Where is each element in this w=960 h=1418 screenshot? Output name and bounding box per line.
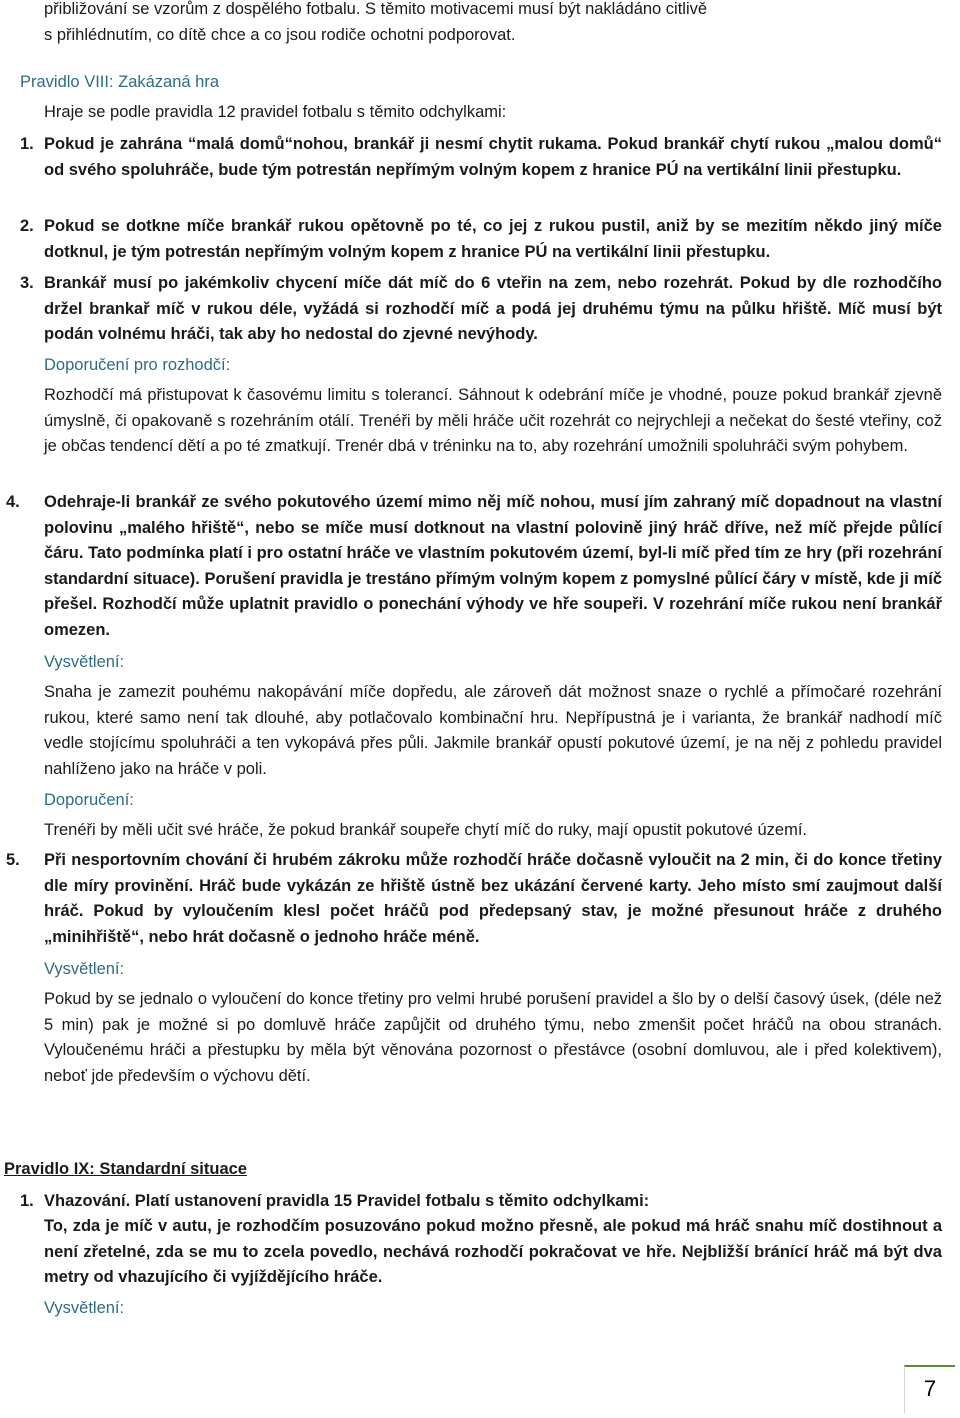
rule8-item-3-note-label: Doporučení pro rozhodčí: [44,356,231,374]
intro-line-2: s přihlédnutím, co dítě chce a co jsou rodiče ochotni podporovat. [44,25,516,44]
rule8-item-2-text: Pokud se dotkne míče brankář rukou opětovně po té, co jej z rukou pustil, aniž by se mezitím někdo jiný míče dotknul, je tým potrestán nepřímým volným kopem z hranice PÚ na vertikální linii přestupku. [44,217,942,261]
rule8-item-4-number: 4. [6,493,20,511]
rule8-item-3-note-text: Rozhodčí má přistupovat k časovému limitu s tolerancí. Sáhnout k odebrání míče je vhodné, pouze pokud brankář zjevně úmyslně, či opakovaně s rozehráním otálí. Trenéři by měli hráče učit rozehrát co nejrychleji a nečekat do šesté vteřiny, což je občas tendencí dětí a po té zmatkují. Trenér dbá v tréninku na to, aby rozehrání umožnili spoluhráči svým pohybem. [44,386,942,455]
rule8-item-5-explanation-text: Pokud by se jednalo o vyloučení do konce třetiny pro velmi hrubé porušení pravidel a šlo by o delší časový úsek, (déle než 5 min) pak je možné si po domluvě hráče zapůjčit od druhého týmu, nebo zmenšit počet hráčů na obou stranách. Vyloučenému hráči a přestupku by měla být věnována pozornost o přestávce (osobní domluvou, ale i před kolektivem), neboť jde především o výchovu dětí. [44,990,942,1085]
rule8-item-5-text: Při nesportovním chování či hrubém zákroku může rozhodčí hráče dočasně vyloučit na 2 min, či do konce třetiny dle míry provinění. Hráč bude vykázán ze hřiště ústně bez ukázání červené karty. Jeho místo smí zaujmout další hráč. Pokud by vyloučením klesl počet hráčů pod předepsaný stav, je možné přesunout hráče z druhého „minihřiště“, nebo hrát dočasně o jednoho hráče méně. [44,851,942,946]
rule9-explanation-label: Vysvětlení: [44,1299,125,1317]
rule8-item-4-recommendation-text: Trenéři by měli učit své hráče, že pokud brankář soupeře chytí míč do ruky, mají opustit pokutové území. [44,821,808,839]
rule8-item-4-explanation-label: Vysvětlení: [44,653,125,671]
rule8-item-2-number: 2. [20,217,34,235]
intro-line-1: přibližování se vzorům z dospělého fotbalu. S těmito motivacemi musí být nakládáno citlivě [44,0,708,18]
rule8-item-5-explanation-label: Vysvětlení: [44,960,125,978]
rule8-item-3-number: 3. [20,274,34,292]
rule9-item-1-number: 1. [20,1192,34,1210]
rule8-item-1-number: 1. [20,135,34,153]
rule8-subtitle: Hraje se podle pravidla 12 pravidel fotbalu s těmito odchylkami: [44,103,507,121]
rule9-title: Pravidlo IX: Standardní situace [4,1160,247,1178]
rule8-item-4-explanation-text: Snaha je zamezit pouhému nakopávání míče dopředu, ale zároveň dát možnost snaze o rychlé a přímočaré rozehrání rukou, které samo není tak dlouhé, aby potlačovalo kombinační hru. Nepřípustná je i varianta, že brankář nadhodí míč vedle stojícímu spoluhráči a ten vykopává přes půli. Jakmile brankář opustí pokutové území, je na něj z pohledu pravidel nahlíženo jako na hráče v poli. [44,683,942,778]
rule8-item-5-number: 5. [6,851,20,869]
rule8-item-1-text: Pokud je zahrána “malá domů“nohou, brankář ji nesmí chytit rukama. Pokud brankář chytí rukou „malou domů“ od svého spoluhráče, bude tým potrestán nepřímým volným kopem z hranice PÚ na vertikální linii přestupku. [44,135,942,179]
rule9-item-1-heading: Vhazování. Platí ustanovení pravidla 15 Pravidel fotbalu s těmito odchylkami: [44,1192,650,1210]
rule8-item-3-text: Brankář musí po jakémkoliv chycení míče dát míč do 6 vteřin na zem, nebo rozehrát. Pokud by dle rozhodčího držel brankař míč v rukou déle, vyžádá si rozhodčí míč a podá jej druhému týmu na půlku hřiště. Míč musí být podán volnému hráči, tak aby ho nedostal do zjevné nevýhody. [44,274,942,343]
rule9-item-1-text: To, zda je míč v autu, je rozhodčím posuzováno pokud možno přesně, ale pokud má hráč snahu míč dostihnout a není zřetelné, zda se mu to zcela povedlo, nechává rozhodčí pokračovat ve hře. Nejbližší bránící hráč má být dva metry od vhazujícího či vyjíždějícího hráče. [44,1217,942,1286]
intro-paragraph [44,0,942,48]
rule8-title: Pravidlo VIII: Zakázaná hra [20,73,220,91]
rule8-item-4-text: Odehraje-li brankář ze svého pokutového území mimo něj míč nohou, musí jím zahraný míč dopadnout na vlastní polovinu „malého hřiště“, nebo se míče musí dotknout na vlastní polovině jiný hráč dříve, než míč přejde půlící čáru. Tato podmínka platí i pro ostatní hráče ve vlastním pokutovém území, byl-li míč před tím ze hry (při rozehrání standardní situace). Porušení pravidla je trestáno přímým volným kopem z pomyslné půlící čáry v místě, kde ji míč přešel. Rozhodčí může uplatnit pravidlo o ponechání výhody ve hře soupeři. V rozehrání míče rukou není brankář omezen. [44,493,942,639]
page-number: 7 [904,1365,955,1413]
rule8-item-4-recommendation-label: Doporučení: [44,791,134,809]
